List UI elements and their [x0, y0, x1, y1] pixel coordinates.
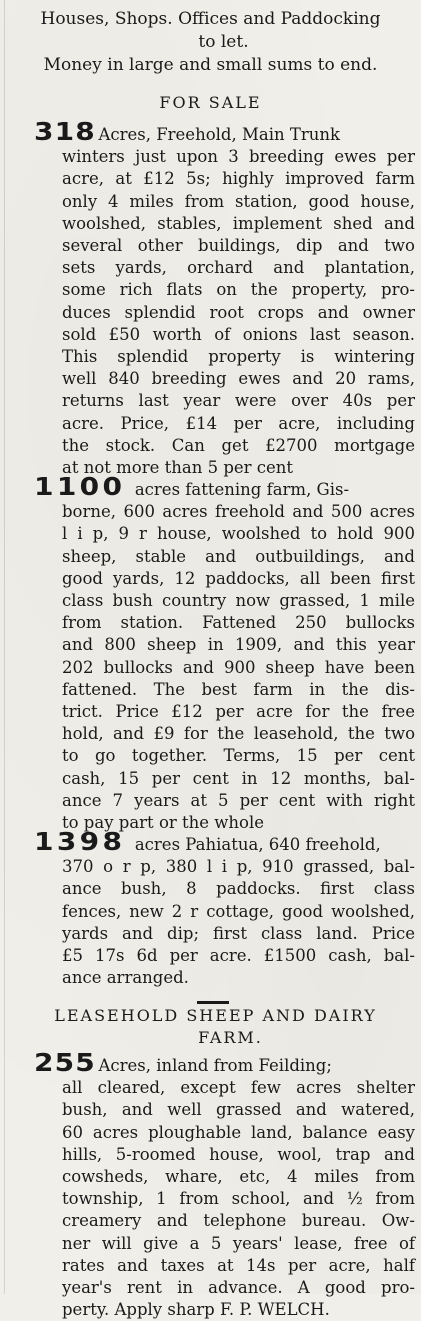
- listing-line: hills, 5-roomed house, wool, trap and: [62, 1144, 415, 1164]
- listing-line: several other buildings, dip and two: [62, 236, 415, 256]
- listing-line: all cleared, except few acres shelter: [62, 1078, 415, 1098]
- listing-line: yards and dip; first class land. Price: [62, 923, 415, 943]
- lot-number: 318: [34, 117, 96, 146]
- leasehold-heading-line: FARM.: [198, 1028, 263, 1047]
- listing-line: to go together. Terms, 15 per cent: [62, 746, 415, 766]
- lot-number: 255: [34, 1048, 96, 1077]
- listing-line: at not more than 5 per cent: [62, 458, 294, 478]
- listing-line: class bush country now grassed, 1 mile: [62, 591, 415, 611]
- listing-line: acres Pahiatua, 640 freehold,: [134, 835, 381, 854]
- listing-line: 370 o r p, 380 l i p, 910 grassed, bal-: [62, 857, 415, 877]
- listing-line: fences, new 2 r cottage, good woolshed,: [62, 901, 415, 921]
- listing-line: This splendid property is wintering: [62, 347, 415, 367]
- header-line: Money in large and small sums to end.: [43, 55, 378, 75]
- listing-line: ner will give a 5 years' lease, free of: [62, 1233, 415, 1253]
- for-sale-heading: FOR SALE: [159, 93, 262, 112]
- listing-line: £5 17s 6d per acre. £1500 cash, bal-: [62, 946, 415, 966]
- listing-line: hold, and £9 for the leasehold, the two: [62, 724, 415, 744]
- listing-line: winters just upon 3 breeding ewes per: [62, 147, 415, 167]
- listing-line: rates and taxes at 14s per acre, half: [62, 1255, 415, 1275]
- listing-line: to pay part or the whole: [62, 813, 264, 833]
- column-rule: [4, 0, 5, 1294]
- listing-line: some rich flats on the property, pro-: [62, 280, 415, 300]
- listing-line: borne, 600 acres freehold and 500 acres: [62, 502, 415, 522]
- section-divider: [197, 1001, 229, 1004]
- listing-line: year's rent in advance. A good pro-: [62, 1278, 415, 1298]
- listing-line: sheep, stable and outbuildings, and: [62, 546, 415, 566]
- listing-line: fattened. The best farm in the dis-: [62, 679, 415, 699]
- lot-number: 1398: [34, 827, 126, 856]
- listing-line: Acres, inland from Feilding;: [98, 1056, 332, 1075]
- listing-line: creamery and telephone bureau. Ow-: [62, 1211, 415, 1231]
- listing-line: sold £50 worth of onions last season.: [62, 324, 415, 344]
- header-line: Houses, Shops. Offices and Paddocking: [40, 9, 381, 29]
- listing-line: l i p, 9 r house, woolshed to hold 900: [62, 524, 415, 544]
- listing-line: perty. Apply sharp F. P. WELCH.: [62, 1300, 330, 1320]
- listing-line: the stock. Can get £2700 mortgage: [62, 435, 415, 455]
- listing-line: sets yards, orchard and plantation,: [62, 258, 415, 278]
- agency-header: [0, 8, 421, 77]
- listing-1398: [34, 827, 415, 989]
- listing-line: and 800 sheep in 1909, and this year: [62, 635, 415, 655]
- listing-line: acre, at £12 5s; highly improved farm: [62, 169, 415, 189]
- listing-line: township, 1 from school, and ½ from: [62, 1189, 415, 1209]
- listing-line: from station. Fattened 250 bullocks: [62, 613, 415, 633]
- header-line: to let.: [198, 32, 249, 52]
- listing-line: Acres, Freehold, Main Trunk: [98, 125, 340, 144]
- listing-line: well 840 breeding ewes and 20 rams,: [62, 369, 415, 389]
- listing-line: only 4 miles from station, good house,: [62, 191, 415, 211]
- listing-line: bush, and well grassed and watered,: [62, 1100, 415, 1120]
- listing-line: acres fattening farm, Gis-: [134, 480, 350, 499]
- listing-line: good yards, 12 paddocks, all been first: [62, 568, 415, 588]
- listing-line: acre. Price, £14 per acre, including: [62, 413, 415, 433]
- listing-line: ance bush, 8 paddocks. first class: [62, 879, 415, 899]
- listing-line: duces splendid root crops and owner: [62, 302, 415, 322]
- listing-line: cash, 15 per cent in 12 months, bal-: [62, 768, 415, 788]
- listing-line: ance 7 years at 5 per cent with right: [62, 790, 415, 810]
- listing-318: [34, 117, 415, 479]
- listing-line: ance arranged.: [62, 968, 189, 988]
- lot-number: 1100: [34, 472, 126, 501]
- listing-line: returns last year were over 40s per: [62, 391, 415, 411]
- listing-line: 202 bullocks and 900 sheep have been: [62, 657, 415, 677]
- listing-255: [34, 1048, 415, 1321]
- listing-line: trict. Price £12 per acre for the free: [62, 702, 415, 722]
- listing-line: 60 acres ploughable land, balance easy: [62, 1122, 415, 1142]
- listing-line: woolshed, stables, implement shed and: [62, 213, 415, 233]
- leasehold-heading: [0, 1005, 421, 1049]
- listing-line: cowsheds, whare, etc, 4 miles from: [62, 1167, 415, 1187]
- listing-1100: [34, 472, 415, 834]
- leasehold-heading-line: LEASEHOLD SHEEP AND DAIRY: [54, 1006, 377, 1025]
